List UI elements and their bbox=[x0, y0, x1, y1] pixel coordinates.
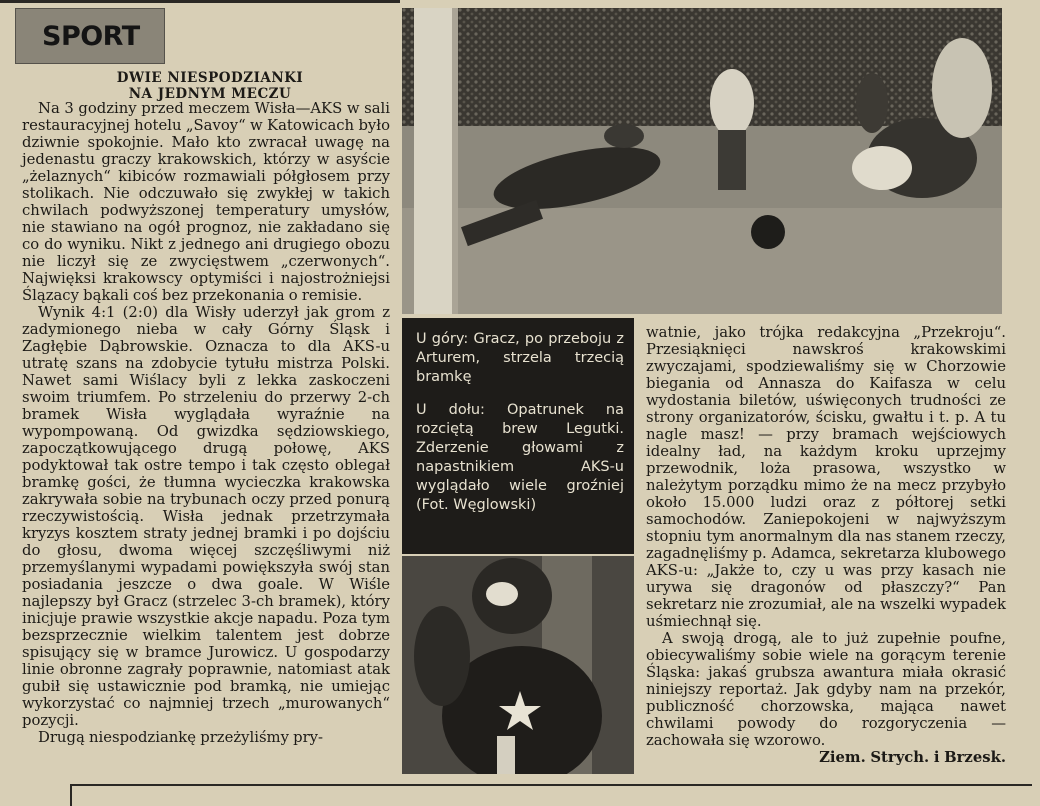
article-paragraph: watnie, jako trójka redakcyjna „Przekroju“. Przesiąknięci nawskroś krakowskimi zwyczajami, spodziewaliśmy się w Chorzowie biegania od Annasza do Kaifasza w celu wydostania biletów, uświęconych trudności ze strony organizatorów, ścisku, gwałtu i t. p. A tu nagle masz! — przy bramach wejściowych idealny ład, na każdym kroku uprzejmy przewodnik, loża prasowa, wszystko w należytym porządku mimo że na mecz przybyło około 15.000 ludzi oraz z półtorej setki samochodów. Zaniepokojeni w najwyższym stopniu tym anormalnym dla nas stanem rzeczy, zagadnęliśmy p. Adamca, sekretarza klubowego AKS-u: „Jakże to, czy u was przy kasach nie urywa się dragonów od płaszczy?“ Pan sekretarz nie zrozumiał, ale na wszelki wypadek uśmiechnął się. bbox=[646, 324, 1006, 630]
article-headline bbox=[60, 70, 360, 102]
bottom-frame-rule bbox=[70, 784, 1032, 806]
match-photo-bottom bbox=[402, 556, 634, 774]
match-photo-illustration bbox=[402, 8, 1002, 314]
headline-line-1: DWIE NIESPODZIANKI bbox=[116, 70, 304, 86]
caption-bottom: U dołu: Opatrunek na rozciętą brew Legutki. Zderzenie głowami z napastnikiem AKS-u wyglądało wiele groźniej (Fot. Węglowski) bbox=[416, 402, 624, 513]
photo-caption-box bbox=[402, 318, 634, 554]
article-paragraph: A swoją drogą, ale to już zupełnie poufne, obiecywaliśmy sobie wiele na gorącym terenie Śląska: jakaś grubsza awantura miała okrasić niniejszy reportaż. Jak gdyby nam na przekór, publiczność chorzowska, mająca nawet chwilami powody do rozgoryczenia — zachowała się wzorowo. bbox=[646, 630, 1006, 749]
article-paragraph: Drugą niespodziankę przeżyliśmy pry- bbox=[38, 729, 324, 746]
article-paragraph: Wynik 4:1 (2:0) dla Wisły uderzył jak grom z zadymionego nieba w cały Górny Śląsk i Zagłębie Dąbrowskie. Oznacza to dla AKS-u utratę szans na zdobycie tytułu mistrza Polski. Nawet sami Wiślacy byli z lekka zaskoczeni swoim triumfem. Po strzeleniu do przerwy 2-ch bramek Wisła wyglądała wyraźnie na wypompowaną. Od gwizdka sędziowskiego, zapoczątkowującego drugą połowę, AKS podyktował tak ostre tempo i tak często oblegał bramkę gości, że tłumna wycieczka krakowska zakrywała sobie na trybunach oczy przed ponurą rzeczywistością. Wisła jednak przetrzymała kryzys kosztem straty jednej bramki i po dojściu do głosu, dwoma więcej szczęśliwymi niż przemyślanymi wypadami powiększyła swój stan posiadania jeszcze o dwa goale. W Wiśle najlepszy był Gracz (strzelec 3-ch bramek), który inicjuje prawie wszystkie akcje napadu. Poza tym bezsprzecznie wielkim talentem jest dobrze spisujący się w bramce Jurowicz. U gospodarzy linie obronne zagrały poprawnie, natomiast atak gubił się ustawicznie pod bramką, nie umiejąc wykorzystać co najmniej trzech „murowanych“ pozycji. bbox=[22, 304, 390, 729]
article-signature: Ziem. Strych. i Brzesk. bbox=[819, 749, 1006, 766]
article-column-left bbox=[22, 100, 390, 746]
headline-line-2: NA JEDNYM MECZU bbox=[128, 86, 292, 102]
caption-top: U góry: Gracz, po przeboju z Arturem, strzela trzecią bramkę bbox=[416, 331, 624, 385]
bandage-photo-illustration bbox=[402, 556, 634, 774]
top-rule bbox=[0, 0, 400, 3]
section-badge bbox=[15, 8, 165, 64]
article-paragraph: Na 3 godziny przed meczem Wisła—AKS w sali restauracyjnej hotelu „Savoy“ w Katowicach było dziwnie spokojnie. Mało kto zwracał uwagę na jedenastu graczy krakowskich, którzy w asyście „żelaznych“ kibiców rozmawiali półgłosem przy stolikach. Nie odczuwało się zwykłej w takich chwilach podwyższonej temperatury umysłów, nie stawiano na ogół prognoz, nie zakładano się co do wyniku. Nikt z jednego ani drugiego obozu nie liczył się ze zwycięstwem „czerwonych“. Najwięksi krakowscy optymiści i najostrożniejsi Ślązacy bąkali coś bez przekonania o remisie. bbox=[22, 100, 390, 304]
match-photo-top bbox=[402, 8, 1002, 314]
section-label: SPORT bbox=[42, 20, 140, 52]
article-column-right bbox=[646, 324, 1006, 766]
